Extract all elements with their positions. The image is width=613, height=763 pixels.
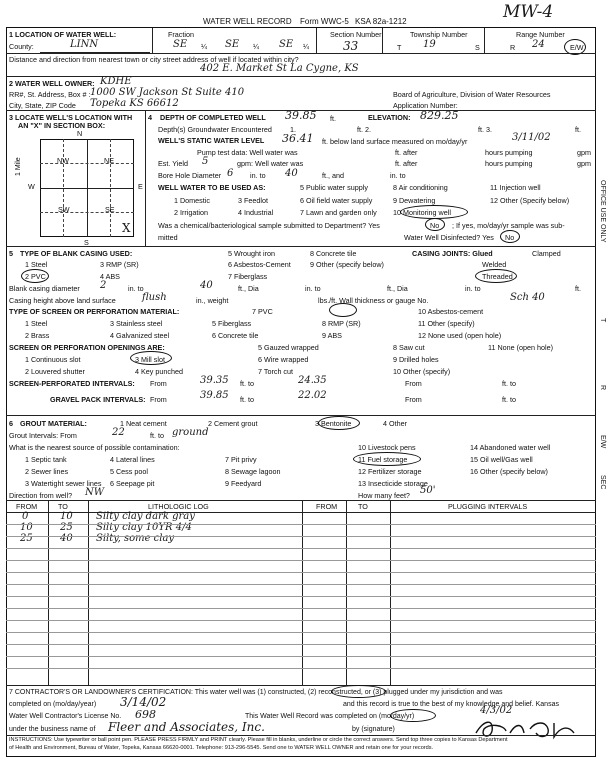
quarter-2: ¼ bbox=[253, 42, 259, 51]
screen-label: TYPE OF SCREEN OR PERFORATION MATERIAL: bbox=[9, 307, 180, 316]
casing-1[interactable]: 1 Steel bbox=[25, 260, 48, 269]
use-10-circle bbox=[400, 205, 468, 219]
office-sec-label: SEC bbox=[599, 475, 606, 490]
log-header-lithology: LITHOLOGIC LOG bbox=[148, 502, 209, 511]
log-header-to-2: TO bbox=[358, 502, 368, 511]
compass-s: S bbox=[84, 238, 89, 247]
fraction-1[interactable]: SE bbox=[173, 39, 188, 50]
casing-3[interactable]: 3 RMP (SR) bbox=[100, 260, 139, 269]
mile-label: 1 Mile bbox=[15, 157, 22, 176]
pump-hours: hours pumping bbox=[485, 148, 533, 157]
pump-after: ft. after bbox=[395, 148, 418, 157]
range-value[interactable]: 24 bbox=[532, 39, 545, 50]
quarter-1: ¼ bbox=[201, 42, 207, 51]
office-t-label: T bbox=[599, 318, 606, 323]
static-tail: ft. below land surface measured on mo/day/yr bbox=[322, 137, 468, 146]
chem-tail: ; If yes, mo/day/yr sample was sub- bbox=[452, 221, 565, 230]
fraction-3[interactable]: SE bbox=[279, 39, 294, 50]
yield-gpm: gpm bbox=[577, 159, 591, 168]
joints-threaded[interactable]: Threaded bbox=[482, 272, 513, 281]
gravel-to-value[interactable]: 22.02 bbox=[298, 390, 327, 401]
completed-date[interactable]: 3/14/02 bbox=[120, 695, 167, 709]
opening-4[interactable]: 4 Key punched bbox=[135, 367, 183, 376]
log-header-from-2: FROM bbox=[316, 502, 338, 511]
form-number: Form WWC-5 bbox=[300, 17, 349, 26]
screen-2[interactable]: 2 Brass bbox=[25, 331, 50, 340]
contam-15[interactable]: 15 Oil well/Gas well bbox=[470, 455, 533, 464]
direction-label: Direction from well? bbox=[9, 491, 73, 500]
opening-10[interactable]: 10 Other (specify) bbox=[393, 367, 451, 376]
height-value[interactable]: flush bbox=[142, 292, 167, 303]
bore-in2: in. to bbox=[390, 171, 406, 180]
howmany-label: How many feet? bbox=[358, 491, 410, 500]
opening-2[interactable]: 2 Louvered shutter bbox=[25, 367, 85, 376]
blank-in-to-2: in. to bbox=[465, 284, 481, 293]
opening-5[interactable]: 5 Gauzed wrapped bbox=[258, 343, 319, 352]
application-label: Application Number: bbox=[393, 101, 458, 110]
use-3[interactable]: 3 Feedlot bbox=[238, 196, 268, 205]
log-row-3-desc[interactable]: Silty, some clay bbox=[96, 533, 175, 544]
gw-ft: ft. bbox=[575, 125, 581, 134]
log-row-1-desc[interactable]: Silty clay dark gray bbox=[96, 511, 195, 522]
owner-value[interactable]: KDHE bbox=[100, 76, 132, 87]
screen-7[interactable]: 7 PVC bbox=[252, 307, 273, 316]
office-use-label: OFFICE USE ONLY bbox=[599, 180, 606, 243]
license-value[interactable]: 698 bbox=[135, 708, 156, 721]
fuel-storage-circle bbox=[353, 452, 421, 466]
height-label: Casing height above land surface bbox=[9, 296, 116, 305]
city-label: City, State, ZIP Code bbox=[9, 101, 76, 110]
gravel-from-label: From bbox=[150, 395, 167, 404]
grout-to-value[interactable]: ground bbox=[172, 427, 209, 438]
well-location-x[interactable]: X bbox=[122, 221, 131, 235]
gravel-to-label-2: ft. to bbox=[502, 395, 516, 404]
chem-no-circle bbox=[425, 218, 445, 231]
log-header-to: TO bbox=[58, 502, 68, 511]
grout-3[interactable]: 3 Bentonite bbox=[315, 419, 352, 428]
section-label: Section Number bbox=[330, 30, 382, 39]
s3-label-2: AN "X" IN SECTION BOX: bbox=[18, 121, 106, 130]
perf-to-value[interactable]: 24.35 bbox=[298, 375, 327, 386]
openings-label: SCREEN OR PERFORATION OPENINGS ARE: bbox=[9, 343, 165, 352]
casing-8[interactable]: 8 Concrete tile bbox=[310, 249, 357, 258]
perf-label: SCREEN-PERFORATED INTERVALS: bbox=[9, 379, 135, 388]
screen-3[interactable]: 3 Stainless steel bbox=[110, 319, 163, 328]
bore-and: ft., and bbox=[322, 171, 344, 180]
contam-10[interactable]: 10 Livestock pens bbox=[358, 443, 416, 452]
section-value[interactable]: 33 bbox=[343, 39, 359, 53]
screen-6[interactable]: 6 Concrete tile bbox=[212, 331, 259, 340]
township-s: S bbox=[475, 43, 480, 52]
log-header-from: FROM bbox=[16, 502, 38, 511]
quadrant-sw: SW bbox=[58, 205, 70, 214]
s1-label: 1 LOCATION OF WATER WELL: bbox=[9, 30, 117, 39]
bore-to-value[interactable]: 40 bbox=[285, 168, 298, 179]
yield-unit: gpm: Well water was bbox=[237, 159, 304, 168]
pump-gpm: gpm bbox=[577, 148, 591, 157]
fraction-2[interactable]: SE bbox=[225, 39, 240, 50]
chem-no[interactable]: No bbox=[430, 221, 440, 230]
opening-11[interactable]: 11 None (open hole) bbox=[488, 343, 553, 352]
screen-5[interactable]: 5 Fiberglass bbox=[212, 319, 252, 328]
county-label: County: bbox=[9, 42, 34, 51]
s2-label: 2 WATER WELL OWNER: bbox=[9, 79, 95, 88]
s5-number: 5 bbox=[9, 249, 13, 258]
grout-intervals-label: Grout Intervals: From bbox=[9, 431, 77, 440]
casing-label: TYPE OF BLANK CASING USED: bbox=[20, 249, 133, 258]
casing-pvc-circle bbox=[21, 269, 49, 283]
use-8[interactable]: 8 Air conditioning bbox=[393, 183, 448, 192]
use-2[interactable]: 2 Irrigation bbox=[174, 208, 208, 217]
contam-7[interactable]: 7 Pit privy bbox=[225, 455, 257, 464]
opening-9[interactable]: 9 Drilled holes bbox=[393, 355, 439, 364]
use-12[interactable]: 12 Other (Specify below) bbox=[490, 196, 570, 205]
opening-8[interactable]: 8 Saw cut bbox=[393, 343, 425, 352]
blank-in: in. to bbox=[128, 284, 144, 293]
compass-n: N bbox=[77, 129, 83, 138]
howmany-value[interactable]: 50' bbox=[420, 485, 436, 496]
opening-1[interactable]: 1 Continuous slot bbox=[25, 355, 81, 364]
threaded-circle bbox=[475, 269, 517, 283]
depth-ft: ft. bbox=[330, 114, 336, 123]
screen-1[interactable]: 1 Steel bbox=[25, 319, 48, 328]
depth-label: DEPTH OF COMPLETED WELL bbox=[160, 113, 266, 122]
address-value[interactable]: 1000 SW Jackson St Suite 410 bbox=[90, 87, 245, 98]
distance-value[interactable]: 402 E. Market St La Cygne, KS bbox=[200, 63, 359, 74]
casing-4[interactable]: 4 ABS bbox=[100, 272, 120, 281]
screen-4[interactable]: 4 Galvanized steel bbox=[110, 331, 170, 340]
business-value[interactable]: Fleer and Associates, Inc. bbox=[108, 720, 265, 734]
constructed-circle bbox=[331, 685, 386, 698]
contam-1[interactable]: 1 Septic tank bbox=[25, 455, 67, 464]
gravel-from-label-2: From bbox=[405, 395, 422, 404]
contam-3[interactable]: 3 Watertight sewer lines bbox=[25, 479, 102, 488]
contam-14[interactable]: 14 Abandoned water well bbox=[470, 443, 551, 452]
contam-12[interactable]: 12 Fertilizer storage bbox=[358, 467, 422, 476]
blank-ft-dia: ft., Dia bbox=[238, 284, 259, 293]
chem-mitted: mitted bbox=[158, 233, 178, 242]
height-weight: in., weight bbox=[196, 296, 229, 305]
use-7[interactable]: 7 Lawn and garden only bbox=[300, 208, 377, 217]
contam-2[interactable]: 2 Sewer lines bbox=[25, 467, 69, 476]
range-ew: E/W bbox=[570, 43, 584, 52]
well-id-annotation: MW-4 bbox=[503, 2, 554, 22]
wall-value[interactable]: Sch 40 bbox=[510, 292, 545, 303]
quadrant-se: SE bbox=[105, 205, 115, 214]
perf-to-label-2: ft. to bbox=[502, 379, 516, 388]
joints-clamped[interactable]: Clamped bbox=[532, 249, 561, 258]
completed-label: completed on (mo/day/year) bbox=[9, 701, 97, 708]
use-4[interactable]: 4 Industrial bbox=[238, 208, 274, 217]
elevation-value[interactable]: 829.25 bbox=[420, 109, 459, 122]
contam-16[interactable]: 16 Other (specify below) bbox=[470, 467, 548, 476]
fraction-label: Fraction bbox=[168, 30, 194, 39]
depth-value[interactable]: 39.85 bbox=[285, 109, 317, 122]
grout-2[interactable]: 2 Cement grout bbox=[208, 419, 258, 428]
use-5[interactable]: 5 Public water supply bbox=[300, 183, 368, 192]
range-label: Range Number bbox=[516, 30, 565, 39]
mo-day-yr-circle bbox=[390, 709, 436, 722]
blank-diam-label: Blank casing diameter bbox=[9, 284, 80, 293]
gravel-from-value[interactable]: 39.85 bbox=[200, 390, 229, 401]
joints-label: CASING JOINTS: Glued bbox=[412, 249, 493, 258]
perf-from-label: From bbox=[150, 379, 167, 388]
casing-6[interactable]: 6 Asbestos-Cement bbox=[228, 260, 291, 269]
instructions-line-2: of Health and Environment, Bureau of Water, Topeka, Kansas 66620-0001. Telephone: 913-296-5545. Send one to WATER WELL OWNER and retain one for your records. bbox=[9, 745, 434, 751]
signature-label: by (signature) bbox=[352, 726, 395, 733]
contam-5[interactable]: 5 Cess pool bbox=[110, 467, 148, 476]
blank-diam-value[interactable]: 2 bbox=[100, 280, 107, 291]
screen-8[interactable]: 8 RMP (SR) bbox=[322, 319, 361, 328]
casing-5[interactable]: 5 Wrought iron bbox=[228, 249, 276, 258]
ksa-reference: KSA 82a-1212 bbox=[355, 17, 407, 26]
screen-pvc-circle bbox=[329, 303, 357, 317]
bentonite-circle bbox=[318, 416, 360, 430]
contam-label: What is the nearest source of possible contamination: bbox=[9, 443, 180, 452]
screen-12[interactable]: 12 None used (open hole) bbox=[418, 331, 502, 340]
township-t: T bbox=[397, 43, 402, 52]
compass-e: E bbox=[138, 182, 143, 191]
blank-to-value[interactable]: 40 bbox=[200, 280, 213, 291]
log-row-3-from[interactable]: 25 bbox=[20, 533, 33, 544]
screen-9[interactable]: 9 ABS bbox=[322, 331, 342, 340]
bore-label: Bore Hole Diameter bbox=[158, 171, 222, 180]
log-row-1-to[interactable]: 10 bbox=[60, 511, 73, 522]
record-date[interactable]: 4/3/02 bbox=[480, 705, 513, 716]
record-label: This Water Well Record was completed on (mo/day/yr) bbox=[245, 713, 415, 720]
log-row-2-desc[interactable]: Silty clay 10YR 4/4 bbox=[96, 522, 192, 533]
yield-hours: hours pumping bbox=[485, 159, 533, 168]
yield-label: Est. Yield bbox=[158, 159, 188, 168]
use-11[interactable]: 11 Injection well bbox=[490, 183, 541, 192]
business-label: under the business name of bbox=[9, 726, 96, 733]
elevation-label: ELEVATION: bbox=[368, 113, 411, 122]
township-label: Township Number bbox=[410, 30, 468, 39]
log-row-1-from[interactable]: 0 bbox=[22, 511, 29, 522]
contam-6[interactable]: 6 Seepage pit bbox=[110, 479, 155, 488]
pump-label: Pump test data: Well water was bbox=[197, 148, 298, 157]
log-row-2-from[interactable]: 10 bbox=[20, 522, 33, 533]
blank-in-to: in. to bbox=[305, 284, 321, 293]
disinfected-label: Water Well Disinfected? Yes bbox=[404, 233, 494, 242]
static-label: WELL'S STATIC WATER LEVEL bbox=[158, 136, 265, 145]
instructions-line-1: INSTRUCTIONS: Use typewriter or ball point pen. PLEASE PRESS FIRMLY and PRINT clearly. Please fill in blanks, underline or circle the correct answers. Send top three copies to Kansas Department bbox=[9, 737, 508, 743]
casing-2[interactable]: 2 PVC bbox=[25, 272, 46, 281]
range-r: R bbox=[510, 43, 516, 52]
mill-slot-circle bbox=[130, 351, 172, 365]
screen-11[interactable]: 11 Other (specify) bbox=[418, 319, 475, 328]
license-label: Water Well Contractor's License No. bbox=[9, 713, 122, 720]
bore-in: in. to bbox=[250, 171, 266, 180]
compass-w: W bbox=[28, 182, 35, 191]
board-text: Board of Agriculture, Division of Water Resources bbox=[393, 90, 551, 99]
static-value[interactable]: 36.41 bbox=[282, 132, 314, 145]
casing-7[interactable]: 7 Fiberglass bbox=[228, 272, 268, 281]
gravel-to-label: ft. to bbox=[240, 395, 254, 404]
cert-text-1: 7 CONTRACTOR'S OR LANDOWNER'S CERTIFICATION: This water well was (1) constructed, (2) reconstructed, or (3) plugged under my jurisdiction and was bbox=[9, 689, 503, 696]
address-label: RR#, St. Address, Box # : bbox=[9, 90, 91, 99]
contam-8[interactable]: 8 Sewage lagoon bbox=[225, 467, 281, 476]
township-value[interactable]: 19 bbox=[423, 39, 436, 50]
gw-3: ft. 3. bbox=[478, 125, 492, 134]
cert-text-2: and this record is true to the best of my knowledge and belief. Kansas bbox=[343, 701, 559, 708]
use-1[interactable]: 1 Domestic bbox=[174, 196, 210, 205]
perf-from-label-2: From bbox=[405, 379, 422, 388]
opening-3[interactable]: 3 Mill slot bbox=[135, 355, 165, 364]
form-title: WATER WELL RECORD bbox=[203, 17, 292, 26]
quarter-3: ¼ bbox=[303, 42, 309, 51]
grout-to-label: ft. to bbox=[150, 431, 164, 440]
distance-label: Distance and direction from nearest town or city street address of well if located within city? bbox=[9, 55, 299, 64]
contam-9[interactable]: 9 Feedyard bbox=[225, 479, 262, 488]
chem-label: Was a chemical/bacteriological sample submitted to Department? Yes bbox=[158, 221, 380, 230]
quadrant-ne: NE bbox=[104, 156, 114, 165]
log-row-3-to[interactable]: 40 bbox=[60, 533, 73, 544]
opening-7[interactable]: 7 Torch cut bbox=[258, 367, 294, 376]
office-r-label: R bbox=[599, 385, 606, 391]
perf-from-value[interactable]: 39.35 bbox=[200, 375, 229, 386]
direction-value[interactable]: NW bbox=[85, 487, 105, 498]
log-row-2-to[interactable]: 25 bbox=[60, 522, 73, 533]
opening-6[interactable]: 6 Wire wrapped bbox=[258, 355, 309, 364]
office-ew-label: E/W bbox=[599, 435, 606, 449]
disinfected-no-circle bbox=[500, 230, 520, 243]
blank-ft: ft. bbox=[575, 284, 581, 293]
gw-2: ft. 2. bbox=[357, 125, 371, 134]
wall-label: lbs./ft. Wall thickness or gauge No. bbox=[318, 296, 429, 305]
static-date[interactable]: 3/11/02 bbox=[512, 132, 551, 143]
gw-1: 1. bbox=[290, 125, 296, 134]
use-6[interactable]: 6 Oil field water supply bbox=[300, 196, 373, 205]
grout-from-value[interactable]: 22 bbox=[112, 427, 125, 438]
contam-13[interactable]: 13 Insecticide storage bbox=[358, 479, 428, 488]
yield-after: ft. after bbox=[395, 159, 418, 168]
gravel-label: GRAVEL PACK INTERVALS: bbox=[50, 395, 146, 404]
log-header-plugging: PLUGGING INTERVALS bbox=[448, 502, 528, 511]
s6-number: 6 bbox=[9, 419, 13, 428]
use-10[interactable]: 10 Monitoring well bbox=[393, 208, 451, 217]
disinfected-no[interactable]: No bbox=[505, 233, 515, 242]
use-9[interactable]: 9 Dewatering bbox=[393, 196, 436, 205]
grout-4[interactable]: 4 Other bbox=[383, 419, 407, 428]
grout-1[interactable]: 1 Neat cement bbox=[120, 419, 167, 428]
quadrant-nw: NW bbox=[57, 156, 69, 165]
s4-number: 4 bbox=[148, 113, 152, 122]
screen-10[interactable]: 10 Asbestos-cement bbox=[418, 307, 484, 316]
grout-label: GROUT MATERIAL: bbox=[20, 419, 87, 428]
contam-11[interactable]: 11 Fuel storage bbox=[358, 455, 408, 464]
county-value[interactable]: LINN bbox=[70, 39, 99, 50]
bore-value[interactable]: 6 bbox=[227, 168, 234, 179]
joints-welded[interactable]: Welded bbox=[482, 260, 507, 269]
s3-label: 3 LOCATE WELL'S LOCATION WITH bbox=[9, 113, 133, 122]
use-label: WELL WATER TO BE USED AS: bbox=[158, 183, 266, 192]
casing-9[interactable]: 9 Other (specify below) bbox=[310, 260, 384, 269]
perf-to-label: ft. to bbox=[240, 379, 254, 388]
groundwater-label: Depth(s) Groundwater Encountered bbox=[158, 125, 272, 134]
blank-ft-dia-2: ft., Dia bbox=[387, 284, 408, 293]
city-value[interactable]: Topeka KS 66612 bbox=[90, 98, 179, 109]
contam-4[interactable]: 4 Lateral lines bbox=[110, 455, 155, 464]
yield-value[interactable]: 5 bbox=[202, 156, 209, 167]
